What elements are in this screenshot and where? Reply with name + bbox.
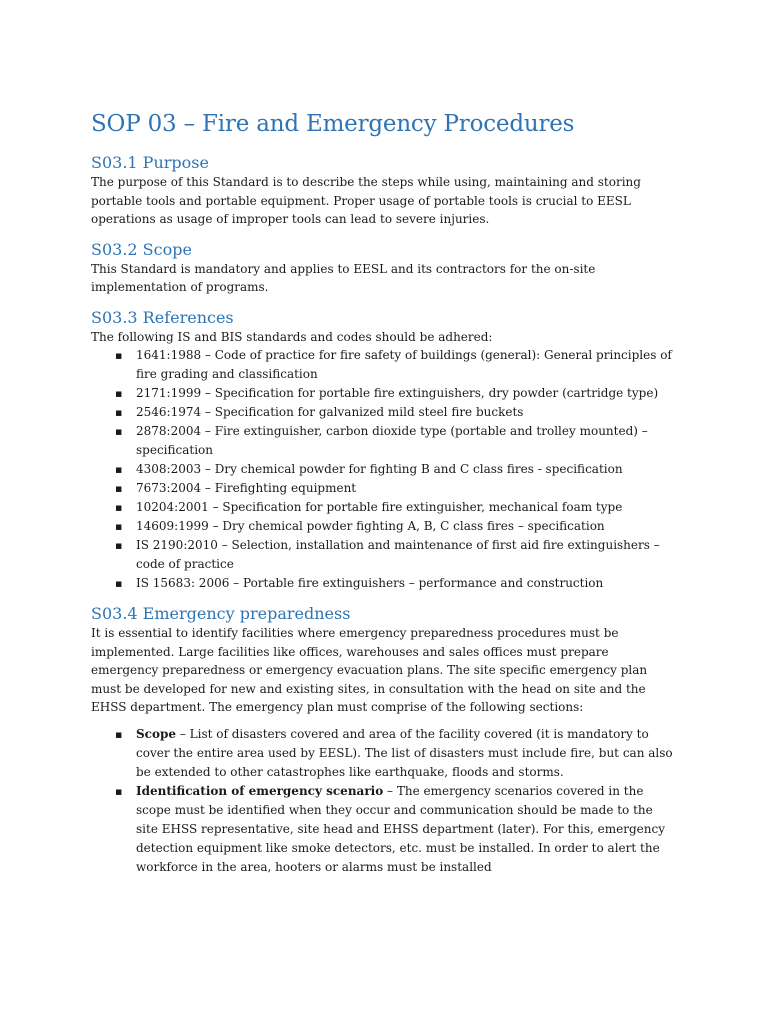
scope-section (91, 240, 678, 297)
list-item: ▪ 2878:2004 – Fire extinguisher, carbon dioxide type (portable and trolley mounted) – specification (91, 422, 678, 460)
list-item: ▪ 10204:2001 – Specification for portable fire extinguisher, mechanical foam type (91, 498, 678, 517)
list-item (91, 782, 678, 877)
list-item: ▪ 2546:1974 – Specification for galvanized mild steel fire buckets (91, 403, 678, 422)
list-item-text: – List of disasters covered and area of the facility covered (it is mandatory to cover the entire area used by EESL). The list of disasters must include fire, but can also be extended to other catastrophes like earthquake, floods and storms. (136, 726, 673, 779)
list-item-term: Identification of emergency scenario (136, 783, 384, 798)
list-item: ▪ IS 2190:2010 – Selection, installation and maintenance of first aid fire extinguishers – code of practice (91, 536, 678, 574)
list-item: ▪ 7673:2004 – Firefighting equipment (91, 479, 678, 498)
references-section (91, 308, 678, 594)
scope-heading: S03.2 Scope (91, 239, 192, 259)
list-item: ▪ 14609:1999 – Dry chemical powder fighting A, B, C class fires – specification (91, 517, 678, 536)
purpose-section (91, 153, 678, 229)
list-item-text: – The emergency scenarios covered in the scope must be identified when they occur and communication should be made to the site EHSS representative, site head and EHSS department (later). For this, emergency detection equipment like smoke detectors, etc. must be installed. In order to alert the workforce in the area, hooters or alarms must be installed (136, 783, 665, 874)
preparedness-list (91, 725, 678, 877)
list-item: ▪ 1641:1988 – Code of practice for fire safety of buildings (general): General principles of fire grading and classification (91, 346, 678, 384)
preparedness-section (91, 604, 678, 877)
list-item: ▪ IS 15683: 2006 – Portable fire extinguishers – performance and construction (91, 574, 678, 593)
purpose-text: The purpose of this Standard is to describe the steps while using, maintaining and storing portable tools and portable equipment. Proper usage of portable tools is crucial to EESL operations as usage of improper tools can lead to severe injuries. (91, 175, 641, 226)
list-item: ▪ 4308:2003 – Dry chemical powder for fighting B and C class fires - specification (91, 460, 678, 479)
list-item (91, 725, 678, 782)
preparedness-text: It is essential to identify facilities where emergency preparedness procedures must be implemented. Large facilities like offices, warehouses and sales offices must prepare emergency preparedness or emergency evacuation plans. The site specific emergency plan must be developed for new and existing sites, in consultation with the head on site and the EHSS department. The emergency plan must comprise of the following sections: (91, 626, 648, 714)
list-item: ▪ 2171:1999 – Specification for portable fire extinguishers, dry powder (cartridge type) (91, 384, 678, 403)
references-list (91, 346, 678, 593)
page-title: SOP 03 – Fire and Emergency Procedures (91, 111, 575, 137)
scope-text: This Standard is mandatory and applies to EESL and its contractors for the on-site implementation of programs. (91, 261, 596, 294)
references-heading: S03.3 References (91, 307, 234, 327)
purpose-heading: S03.1 Purpose (91, 153, 209, 172)
preparedness-heading: S03.4 Emergency preparedness (91, 604, 351, 623)
list-item-term: Scope (136, 726, 177, 741)
references-intro: The following IS and BIS standards and codes should be adhered: (91, 329, 493, 344)
